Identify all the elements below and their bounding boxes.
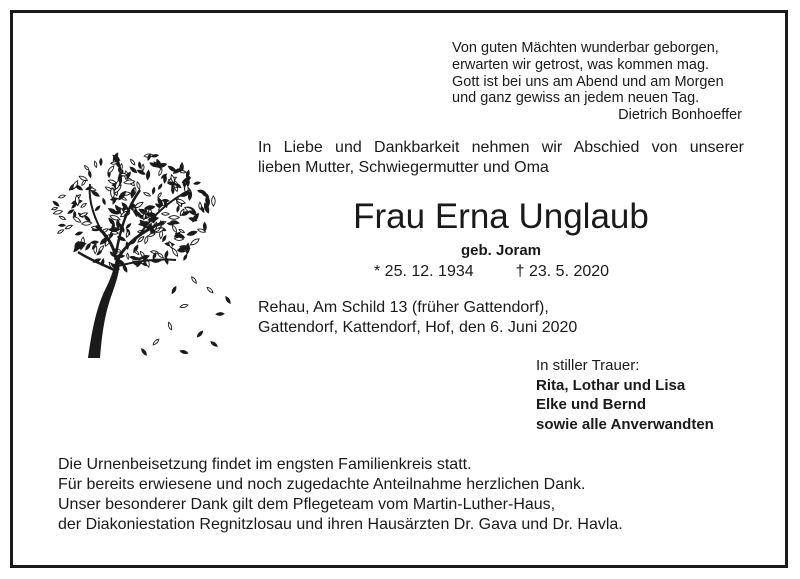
footer-line: Für bereits erwiesene und noch zugedachte Anteilnahme herzlichen Dank. — [58, 476, 586, 493]
tree-leaf — [100, 158, 103, 165]
tree-leaf — [138, 162, 141, 169]
tree-leaf — [199, 202, 202, 209]
tree-leaf — [206, 286, 214, 293]
tree-leaf — [169, 216, 180, 220]
tree-leaf — [180, 170, 187, 173]
tree-leaf — [167, 322, 172, 330]
tree-leaf — [143, 192, 151, 197]
tree-leaf — [109, 227, 120, 231]
tree-leaf — [59, 215, 66, 220]
tree-leaf — [171, 286, 177, 294]
tree-leaf — [176, 206, 180, 213]
place-and-date — [258, 298, 577, 338]
tree-leaf — [162, 212, 170, 215]
tree-leaf — [140, 348, 147, 356]
tree-leaf — [91, 190, 100, 198]
tree-leaf — [108, 179, 117, 185]
tree-leaf — [168, 241, 173, 249]
tree-leaf — [144, 258, 150, 268]
tree-leaf — [78, 175, 88, 182]
tree-leaf — [216, 312, 224, 315]
tree-leaf — [146, 170, 150, 180]
tree-branch — [78, 252, 114, 270]
windblown-tree-icon — [44, 130, 234, 360]
footer-line: Unser besonderer Dank gilt dem Pflegeteam vom Martin-Luther-Haus, — [58, 496, 556, 513]
tree-leaf — [126, 253, 129, 259]
intro-text — [258, 138, 744, 178]
tree-leaf — [158, 183, 163, 189]
tree-leaf — [152, 187, 156, 194]
mourners-block — [536, 356, 714, 434]
footer-line: Die Urnenbeisetzung findet im engsten Familienkreis statt. — [58, 456, 472, 473]
poem-line: Gott ist bei uns am Abend und am Morgen — [452, 73, 724, 90]
mourners-heading: In stiller Trauer: — [536, 357, 640, 374]
tree-leaf — [167, 165, 177, 173]
tree-leaf — [212, 196, 216, 206]
death-date: † 23. 5. 2020 — [515, 263, 610, 280]
tree-leaf — [88, 170, 92, 177]
mourner-name: Rita, Lothar und Lisa — [536, 376, 686, 394]
tree-leaf — [183, 254, 188, 261]
place-line: Gattendorf, Kattendorf, Hof, den 6. Juni 2020 — [258, 319, 578, 336]
tree-leaf — [136, 182, 141, 190]
tree-leaf — [171, 247, 179, 257]
mourner-name: Elke und Bernd — [536, 396, 647, 413]
footer-notice — [58, 455, 623, 535]
tree-leaf — [52, 200, 59, 207]
tree-leaf — [197, 189, 205, 194]
tree-leaf — [180, 349, 188, 354]
tree-leaf — [174, 237, 183, 240]
tree-leaf — [148, 232, 156, 237]
tree-leaf — [194, 181, 201, 184]
poem-line: Von guten Mächten wunderbar geborgen, — [452, 40, 719, 56]
intro-line: lieben Mutter, Schwiegermutter und Oma — [258, 159, 549, 176]
poem-author: Dietrich Bonhoeffer — [618, 107, 742, 124]
tree-leaf — [189, 237, 200, 246]
tree-leaf — [225, 296, 232, 304]
tree-leaf — [58, 194, 66, 198]
deceased-name: Frau Erna Unglaub — [353, 197, 649, 236]
intro-line: In Liebe und Dankbarkeit nehmen wir Abschied von unserer — [258, 139, 744, 156]
place-line: Rehau, Am Schild 13 (früher Gattendorf), — [258, 299, 549, 316]
tree-leaf — [210, 341, 218, 348]
tree-leaf — [137, 169, 146, 176]
mourner-name: sowie alle Anverwandten — [536, 415, 714, 433]
tree-leaf — [91, 241, 98, 244]
tree-leaf — [65, 224, 73, 230]
tree-leaf — [59, 224, 66, 226]
tree-leaf — [102, 198, 106, 205]
tree-leaf — [57, 229, 64, 234]
maiden-name: geb. Joram — [460, 242, 542, 259]
tree-leaf — [75, 231, 83, 236]
tree-trunk — [88, 258, 120, 358]
poem-line: erwarten wir getrost, was kommen mag. — [452, 56, 710, 73]
tree-leaf — [171, 225, 177, 234]
tree-leaf — [125, 223, 131, 229]
tree-leaf — [157, 252, 164, 259]
tree-leaf — [144, 236, 149, 245]
tree-leaf — [94, 161, 98, 168]
tree-leaf — [130, 159, 136, 166]
tree-leaf — [134, 208, 138, 217]
tree-leaf — [125, 231, 129, 238]
tree-leaf — [191, 276, 198, 284]
life-dates — [374, 263, 609, 281]
tree-leaf — [94, 205, 100, 211]
poem-line: und ganz gewiss an jedem neuen Tag. — [452, 90, 700, 107]
tree-leaf — [80, 203, 87, 209]
birth-date: * 25. 12. 1934 — [374, 263, 474, 280]
tree-leaf — [180, 304, 188, 309]
tree-leaf — [142, 164, 145, 171]
tree-leaf — [53, 210, 63, 216]
tree-leaf — [152, 338, 160, 346]
tree-leaf — [187, 230, 198, 236]
tree-leaf — [158, 168, 163, 176]
footer-line: der Diakoniestation Regnitzlosau und ihren Hausärzten Dr. Gava und Dr. Havla. — [58, 516, 623, 533]
tree-leaf — [196, 330, 204, 338]
poem-quote — [452, 40, 742, 124]
tree-leaf — [51, 207, 57, 211]
tree-leaf — [107, 165, 115, 174]
